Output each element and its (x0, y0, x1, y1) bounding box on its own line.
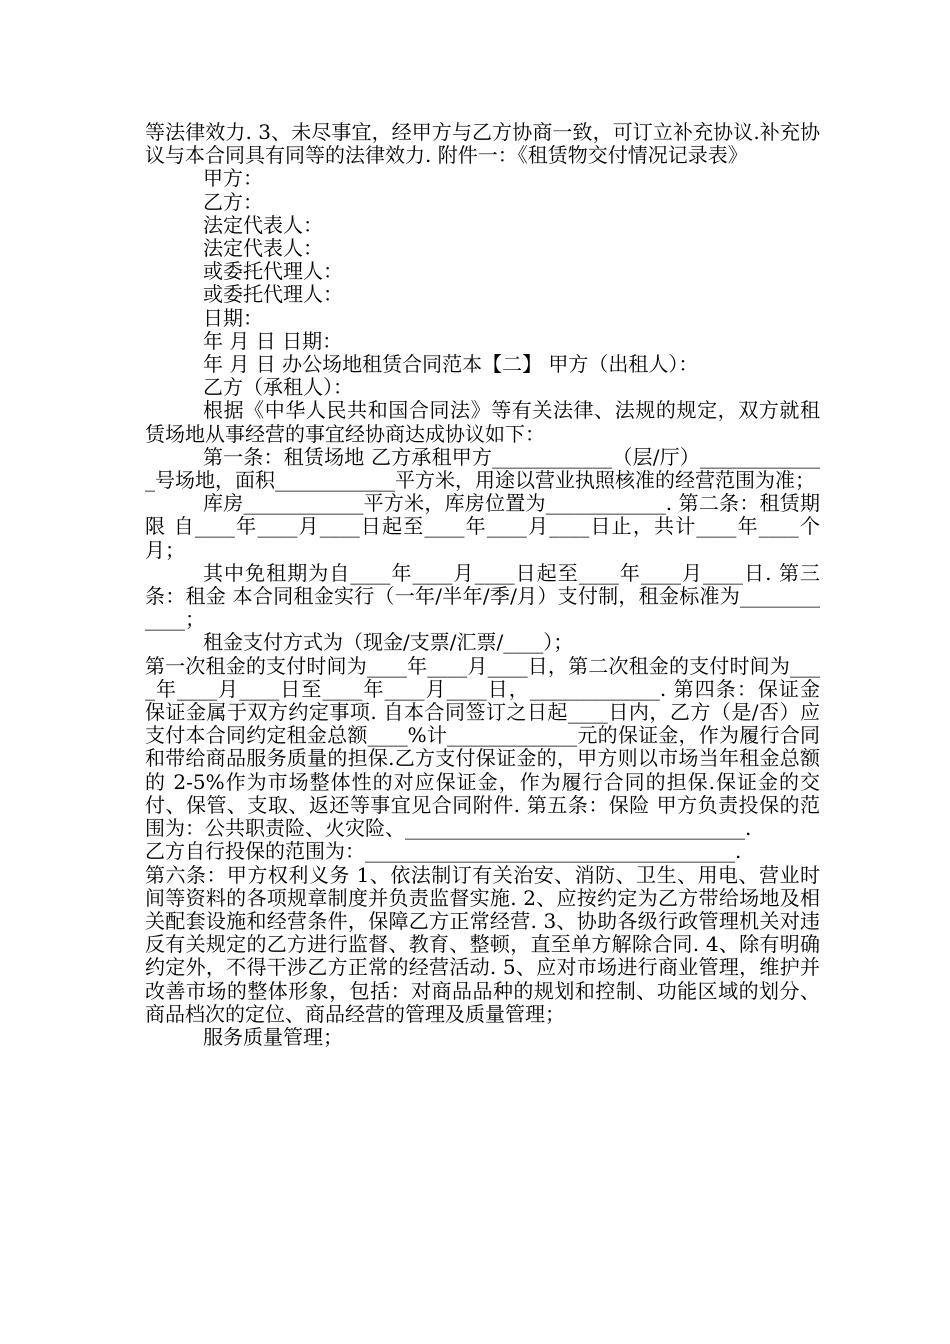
paragraph: 或委托代理人： (203, 259, 343, 284)
paragraph: 服务质量管理； (203, 1024, 343, 1049)
paragraph: 甲方： (203, 166, 263, 191)
paragraph: 第一条：租赁场地 乙方承租甲方____________（层/厅）_____________号场地，面积____________平方米，用途以营业执照核准的经营范围为准； (145, 444, 820, 493)
paragraph: 根据《中华人民共和国合同法》等有关法律、法规的规定，双方就租赁场地从事经营的事宜经协商达成协议如下： (145, 398, 820, 446)
paragraph: 等法律效力. 3、未尽事宜，经甲方与乙方协商一致，可订立补充协议.补充协议与本合同具有同等的法律效力. 附件一：《租赁物交付情况记录表》 (145, 120, 820, 168)
paragraph: 第六条：甲方权利义务 1、依法制订有关治安、消防、卫生、用电、营业时间等资料的各项规章制度并负责监督实施. 2、应按约定为乙方带给场地及相关配套设施和经营条件，保障乙方正常经营. 3、协助各级行政管理机关对违反有关规定的乙方进行监督、教育、整顿，直至单方解除合同. 4、除有明确约定外，不得干涉乙方正常的经营活动. 5、应对市场进行商业管理，维护并改善市场的整体形象，包括：对商品品种的规划和控制、功能区域的划分、商品档次的定位、商品经营的管理及质量管理； (145, 862, 820, 1026)
document-body (145, 121, 820, 1049)
paragraph: 日期： (203, 305, 263, 330)
paragraph: 乙方自行投保的范围为：_____________________________________. (145, 839, 742, 864)
paragraph: 库房____________平方米，库房位置为____________. 第二条：租赁期限 自____年____月____日起至____年____月____日止，共计____年____个月； (145, 491, 820, 562)
paragraph: 法定代表人： (203, 212, 323, 237)
paragraph: 其中免租期为自____年____月____日起至____年____月____日. 第三条：租金 本合同租金实行（一年/半年/季/月）支付制，租金标准为____________； (145, 560, 820, 632)
paragraph: 乙方： (203, 189, 263, 214)
paragraph: 乙方（承租人）： (203, 375, 353, 400)
paragraph: 年 月 日 办公场地租赁合同范本【二】 甲方（出租人）： (203, 352, 699, 377)
paragraph: 第一次租金的支付时间为____年____月____日，第二次租金的支付时间为____年____月____日至____年____月____日，_____________. 第四条：保证金 保证金属于双方约定事项. 自本合同签订之日起____日内，乙方（是/否）应支付本合同约定租金总额____%计_____________元的保证金，作为履行合同和带给商品服务质量的担保.乙方支付保证金的，甲方则以市场当年租金总额的 2-5%作为市场整体性的对应保证金，作为履行合同的担保.保证金的交付、保管、支取、返还等事宜见合同附件. 第五条：保险 甲方负责投保的范围为：公共职责险、火灾险、__________________________________. (145, 653, 820, 841)
paragraph: 法定代表人： (203, 236, 323, 261)
paragraph: 或委托代理人： (203, 282, 343, 307)
paragraph: 年 月 日 日期： (203, 328, 343, 353)
paragraph: 租金支付方式为（现金/支票/汇票/____）； (203, 630, 574, 655)
